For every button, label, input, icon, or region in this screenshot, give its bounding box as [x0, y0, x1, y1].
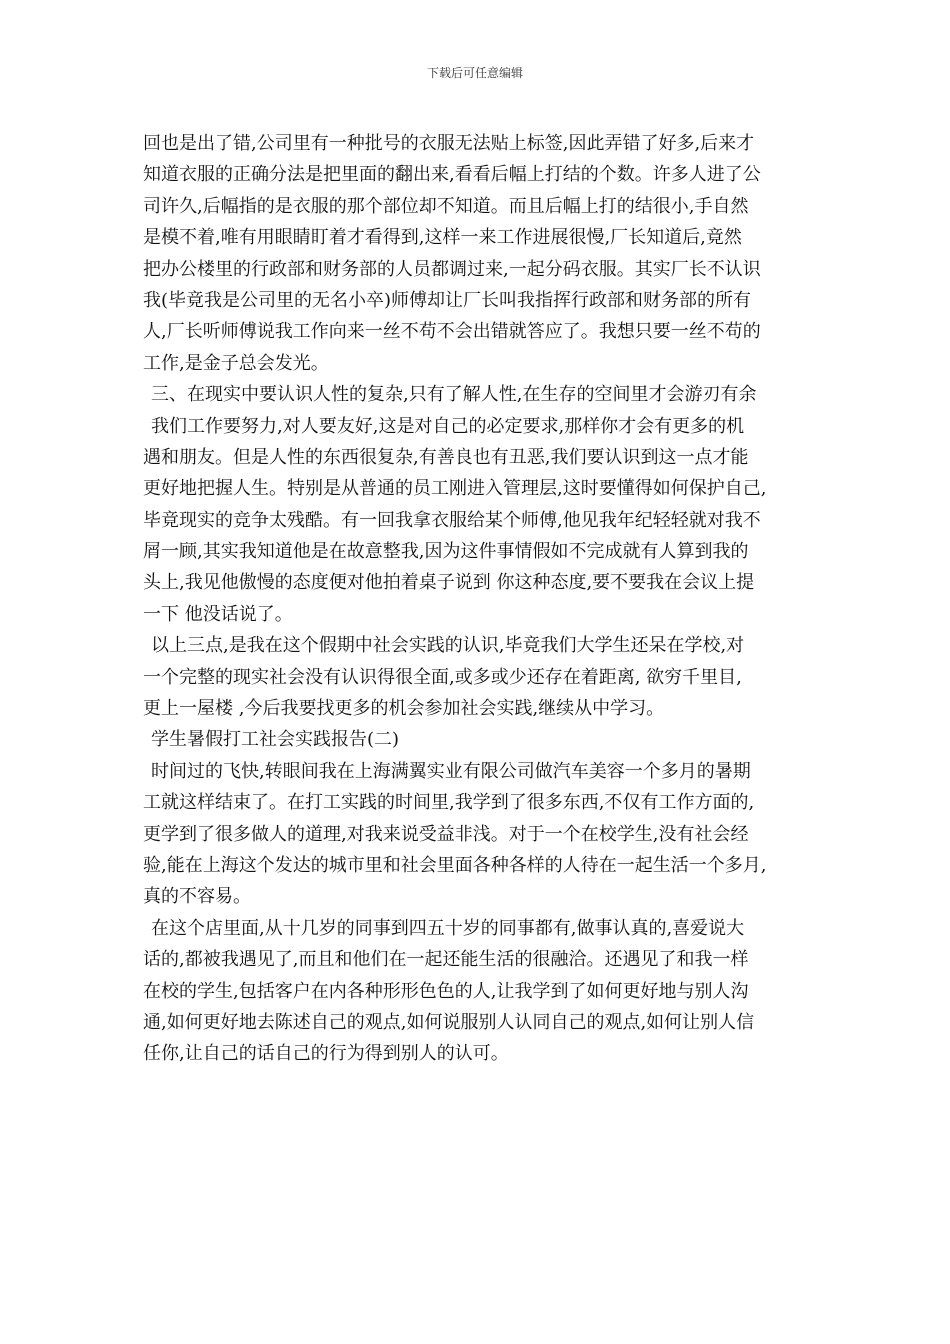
- text-line: 一个完整的现实社会没有认识得很全面,或多或少还存在着距离, 欲穷千里目,: [143, 666, 742, 688]
- text-line: 知道衣服的正确分法是把里面的翻出来,看看后幅上打结的个数。许多人进了公: [143, 164, 761, 186]
- text-line: 在校的学生,包括客户在内各种形形色色的人,让我学到了如何更好地与别人沟: [143, 980, 749, 1002]
- text-line: 工作,是金子总会发光。: [143, 352, 329, 374]
- text-line: 更好地把握人生。特别是从普通的员工刚进入管理层,这时要懂得如何保护自己,: [143, 478, 767, 500]
- text-line: 屑一顾,其实我知道他是在故意整我,因为这件事情假如不完成就有人算到我的: [143, 541, 749, 563]
- text-line: 我们工作要努力,对人要友好,这是对自己的必定要求,那样你才会有更多的机: [151, 415, 745, 437]
- text-line: 任你,让自己的话自己的行为得到别人的认可。: [143, 1043, 509, 1065]
- text-line: 话的,都被我遇见了,而且和他们在一起还能生活的很融洽。还遇见了和我一样: [143, 949, 749, 971]
- text-line: 真的不容易。: [143, 886, 251, 908]
- text-line: 通,如何更好地去陈述自己的观点,如何说服别人认同自己的观点,如何让别人信: [143, 1011, 755, 1033]
- text-line: 头上,我见他傲慢的态度便对他拍着桌子说到 你这种态度,要不要我在会议上提: [143, 572, 755, 594]
- page-header: 下载后可任意编辑: [426, 66, 523, 80]
- text-line: 司许久,后幅指的是衣服的那个部位却不知道。而且后幅上打的结很小,手自然: [143, 195, 749, 217]
- text-line: 更上一屋楼 ,今后我要找更多的机会参加社会实践,继续从中学习。: [143, 698, 665, 720]
- text-line: 验,能在上海这个发达的城市里和社会里面各种各样的人待在一起生活一个多月,: [143, 854, 767, 876]
- text-line: 把办公楼里的行政部和财务部的人员都调过来,一起分码衣服。其实厂长不认识: [143, 258, 761, 280]
- text-line: 我(毕竟我是公司里的无名小卒)师傅却让厂长叫我指挥行政部和财务部的所有: [143, 289, 752, 311]
- text-line: 一下 他没话说了。: [143, 603, 293, 625]
- text-line: 遇和朋友。但是人性的东西很复杂,有善良也有丑恶,我们要认识到这一点才能: [143, 446, 749, 468]
- text-line: 工就这样结束了。在打工实践的时间里,我学到了很多东西,不仅有工作方面的,: [143, 792, 755, 814]
- text-line: 人,厂长听师傅说我工作向来一丝不苟不会出错就答应了。我想只要一丝不苟的: [143, 321, 761, 343]
- text-line: 毕竟现实的竞争太残酷。有一回我拿衣服给某个师傅,他见我年纪轻轻就对我不: [143, 509, 761, 531]
- text-line: 回也是出了错,公司里有一种批号的衣服无法贴上标签,因此弄错了好多,后来才: [143, 133, 755, 154]
- section-heading: 三、在现实中要认识人性的复杂,只有了解人性,在生存的空间里才会游刃有余: [151, 384, 757, 406]
- section-title: 学生暑假打工社会实践报告(二): [151, 729, 400, 751]
- text-line: 时间过的飞快,转眼间我在上海满翼实业有限公司做汽车美容一个多月的暑期: [151, 760, 751, 782]
- text-line: 以上三点,是我在这个假期中社会实践的认识,毕竟我们大学生还呆在学校,对: [151, 635, 745, 657]
- text-line: 更学到了很多做人的道理,对我来说受益非浅。对于一个在校学生,没有社会经: [143, 823, 749, 845]
- text-line: 在这个店里面,从十几岁的同事到四五十岁的同事都有,做事认真的,喜爱说大: [151, 917, 745, 939]
- document-body: [143, 128, 811, 1070]
- text-line: 是模不着,唯有用眼睛盯着才看得到,这样一来工作进展很慢,厂长知道后,竟然: [143, 227, 742, 249]
